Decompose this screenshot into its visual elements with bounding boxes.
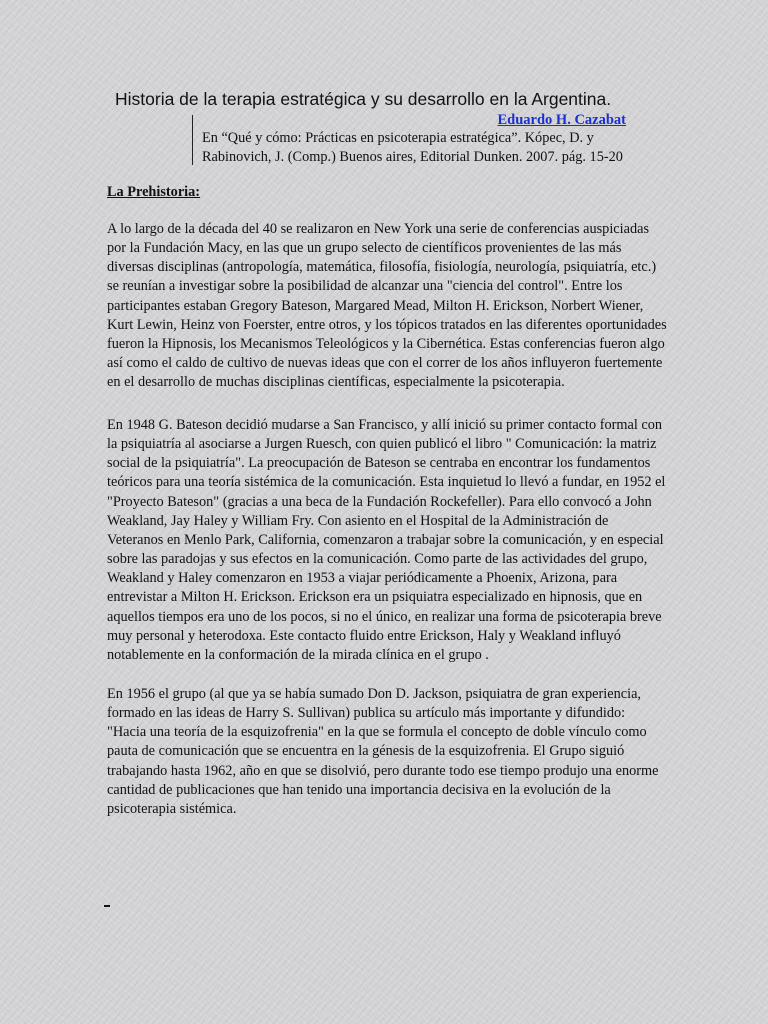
paragraph-3: En 1956 el grupo (al que ya se había sumado Don D. Jackson, psiquiatra de gran experiencia, formado en las ideas de Harry S. Sullivan) publica su artículo más importante y difundido: "Hacia una teoría de la esquizofrenia" en la que se formula el concepto de doble vínculo como pauta de comunicación que se encuentra en la génesis de la esquizofrenia. El Grupo siguió trabajando hasta 1962, año en que se disolvió, pero durante todo ese tiempo produjo una enorme cantidad de publicaciones que han tenido una importancia decisiva en la evolución de la psicoterapia sistémica. xyxy=(107,686,659,817)
section-heading: La Prehistoria: xyxy=(107,184,201,200)
citation-text: En “Qué y cómo: Prácticas en psicoterapia estratégica”. Kópec, D. y Rabinovich, J. (Comp.) Buenos aires, Editorial Dunken. 2007. pág. 15-20 xyxy=(202,130,623,165)
document-title: Historia de la terapia estratégica y su desarrollo en la Argentina. xyxy=(115,89,612,109)
paragraph-1: A lo largo de la década del 40 se realizaron en New York una serie de conferencias auspiciadas por la Fundación Macy, en las que un grupo selecto de científicos provenientes de las más diversas disciplinas (antropología, matemática, filosofía, fisiología, neurología, psiquiatría, etc.) se reunían a investigar sobre la posibilidad de alcanzar una "ciencia del control". Entre los participantes estaban Gregory Bateson, Margared Mead, Milton H. Erickson, Norbert Wiener, Kurt Lewin, Heinz von Foerster, entre otros, y los tópicos tratados en las diferentes oportunidades fueron la Hipnosis, los Mecanismos Teleológicos y la Cibernética. Estas conferencias fueron algo así como el caldo de cultivo de nuevas ideas que con el correr de los años influyeron fuertemente en el desarrollo de muchas disciplinas científicas, especialmente la psicoterapia. xyxy=(107,221,667,391)
author-link[interactable]: Eduardo H. Cazabat xyxy=(497,112,626,128)
citation-divider xyxy=(192,115,193,165)
trailing-dash xyxy=(104,905,110,907)
paragraph-2: En 1948 G. Bateson decidió mudarse a San Francisco, y allí inició su primer contacto formal con la psiquiatría al asociarse a Jurgen Ruesch, con quien publicó el libro " Comunicación: la matriz social de la psiquiatría". La preocupación de Bateson se centraba en encontrar los fundamentos teóricos para una teoría sistémica de la comunicación. Esta inquietud lo llevó a fundar, en 1952 el "Proyecto Bateson" (gracias a una beca de la Fundación Rockefeller). Para ello convocó a John Weakland, Jay Haley y William Fry. Con asiento en el Hospital de la Administración de Veteranos en Menlo Park, California, comenzaron a trabajar sobre la comunicación, y en especial sobre las paradojas y sus efectos en la comunicación. Como parte de las actividades del grupo, Weakland y Haley comenzaron en 1953 a viajar periódicamente a Phoenix, Arizona, para entrevistar a Milton H. Erickson. Erickson era un psiquiatra especializado en hipnosis, que en aquellos tiempos era uno de los pocos, si no el único, en realizar una forma de psicoterapia breve muy personal y heterodoxa. Este contacto fluido entre Erickson, Haly y Weakland influyó notablemente en la conformación de la mirada clínica en el grupo . xyxy=(107,417,666,663)
